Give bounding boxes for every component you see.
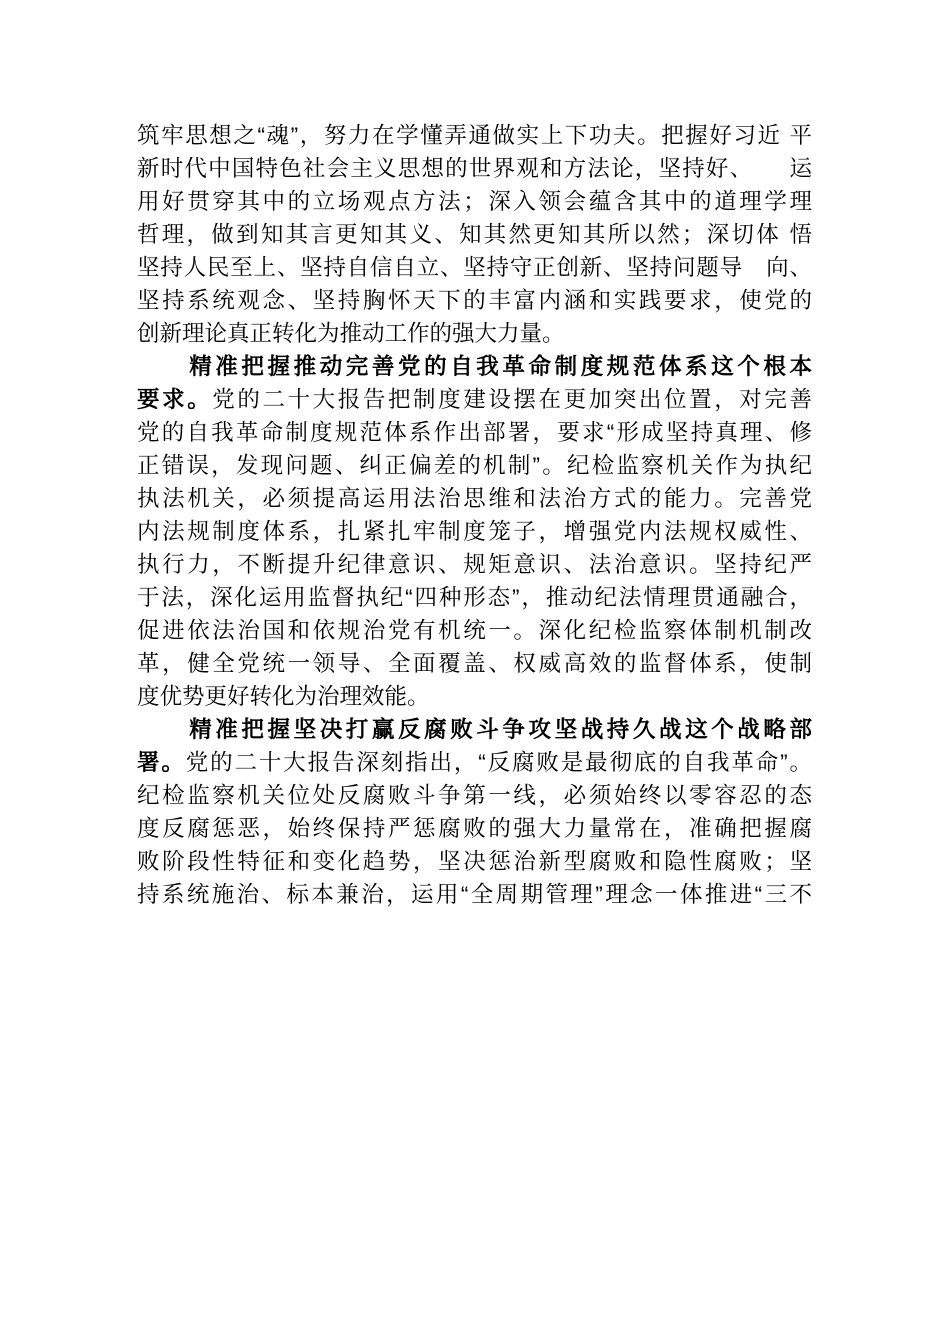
- body-text: 筑牢思想之“魂”，努力在学懂弄通做实上下功夫。把握好习近 平: [137, 123, 812, 148]
- text-line: [137, 317, 812, 350]
- text-line: [137, 482, 812, 515]
- text-line: [137, 218, 812, 251]
- text-line: [137, 152, 812, 185]
- text-line: [137, 416, 812, 449]
- body-text: 创新理论真正转化为推动工作的强大力量。: [137, 321, 565, 346]
- body-text: 执法机关，必须提高运用法治思维和法治方式的能力。完善党: [137, 486, 812, 511]
- body-text: 于法，深化运用监督执纪“四种形态”，推动纪法情理贯通融合，: [137, 585, 812, 610]
- body-text: 促进依法治国和依规治党有机统一。深化纪检监察体制机制改: [137, 618, 812, 643]
- bold-lead-text: 要求。: [137, 387, 213, 412]
- body-text: 败阶段性特征和变化趋势，坚决惩治新型腐败和隐性腐败；坚: [137, 849, 812, 874]
- body-text: 党的自我革命制度规范体系作出部署，要求“形成坚持真理、修: [137, 420, 812, 445]
- text-line: [137, 878, 812, 911]
- bold-lead-text: 精准把握坚决打赢反腐败斗争攻坚战持久战这个战略部: [137, 717, 812, 742]
- body-text: 持系统施治、标本兼治，运用“全周期管理”理念一体推进“三不: [137, 882, 812, 907]
- text-line: [137, 350, 812, 383]
- text-line: [137, 713, 812, 746]
- body-text: 用好贯穿其中的立场观点方法；深入领会蕴含其中的道理学理: [137, 189, 812, 214]
- body-text: 内法规制度体系，扎紧扎牢制度笼子，增强党内法规权威性、: [137, 519, 812, 544]
- text-line: [137, 647, 812, 680]
- text-line: [137, 614, 812, 647]
- text-line: [137, 845, 812, 878]
- body-text: 新时代中国特色社会主义思想的世界观和方法论，坚持好、 运: [137, 156, 812, 181]
- text-line: [137, 515, 812, 548]
- text-line: [137, 284, 812, 317]
- body-text: 党的二十大报告深刻指出，“反腐败是最彻底的自我革命”。: [185, 750, 812, 775]
- text-line: [137, 680, 812, 713]
- text-line: [137, 581, 812, 614]
- text-line: [137, 812, 812, 845]
- text-line: [137, 185, 812, 218]
- body-text: 度优势更好转化为治理效能。: [137, 684, 430, 709]
- text-line: [137, 383, 812, 416]
- body-text: 坚持系统观念、坚持胸怀天下的丰富内涵和实践要求，使党的: [137, 288, 812, 313]
- body-text: 正错误，发现问题、纠正偏差的机制”。纪检监察机关作为执纪: [137, 453, 812, 478]
- body-text: 坚持人民至上、坚持自信自立、坚持守正创新、坚持问题导 向、: [137, 255, 812, 280]
- text-line: [137, 548, 812, 581]
- body-text: 革，健全党统一领导、全面覆盖、权威高效的监督体系，使制: [137, 651, 812, 676]
- text-line: [137, 251, 812, 284]
- text-line: [137, 119, 812, 152]
- body-text: 哲理，做到知其言更知其义、知其然更知其所以然；深切体 悟: [137, 222, 812, 247]
- text-line: [137, 449, 812, 482]
- text-block: [137, 119, 812, 911]
- bold-lead-text: 精准把握推动完善党的自我革命制度规范体系这个根本: [137, 354, 812, 379]
- bold-lead-text: 署。: [137, 750, 186, 775]
- text-line: [137, 779, 812, 812]
- body-text: 度反腐惩恶，始终保持严惩腐败的强大力量常在，准确把握腐: [137, 816, 812, 841]
- body-text: 纪检监察机关位处反腐败斗争第一线，必须始终以零容忍的态: [137, 783, 812, 808]
- text-line: [137, 746, 812, 779]
- body-text: 执行力，不断提升纪律意识、规矩意识、法治意识。坚持纪严: [137, 552, 812, 577]
- body-text: 党的二十大报告把制度建设摆在更加突出位置，对完善: [212, 387, 812, 412]
